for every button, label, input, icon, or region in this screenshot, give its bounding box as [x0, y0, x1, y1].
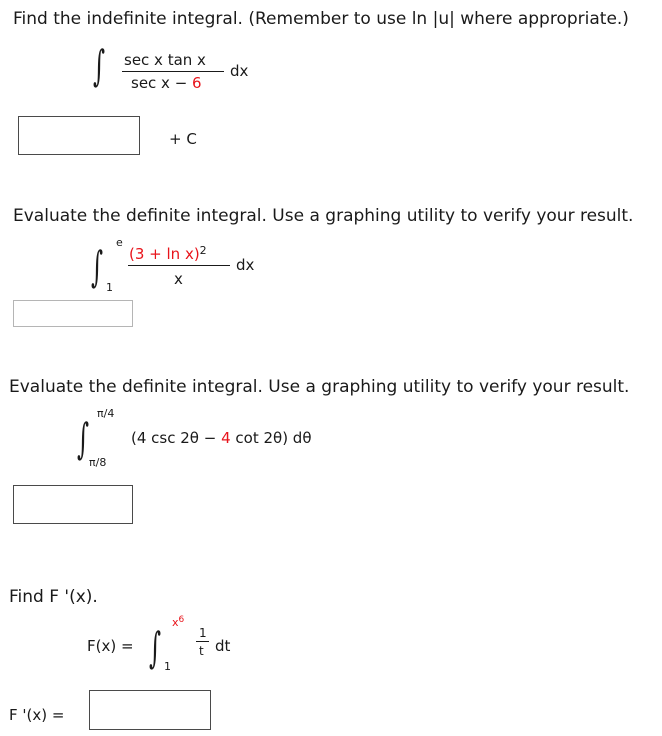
q3-coefficient: 4 [221, 429, 231, 447]
integral-sign: ∫ [91, 242, 104, 291]
q2-denominator: x [174, 270, 183, 288]
q3-upper-limit: π/4 [97, 407, 115, 420]
q4-differential: dt [215, 637, 231, 655]
q4-prompt: Find F '(x). [9, 587, 98, 607]
q2-answer-input[interactable] [13, 300, 133, 327]
q2-exponent: 2 [199, 244, 207, 257]
q4-upper-limit: $x^6$ [172, 615, 185, 629]
q3-answer-input[interactable] [13, 485, 133, 524]
q4-upper-exponent: 6 [178, 615, 185, 625]
q1-prompt: Find the indefinite integral. (Remember to use ln |u| where appropriate.) [13, 9, 629, 29]
q4-fraction-numerator: 1 [199, 626, 207, 640]
q2-differential: dx [236, 256, 255, 274]
integral-sign: ∫ [77, 414, 90, 463]
integral-sign: ∫ [149, 623, 162, 672]
integral-sign: ∫ [93, 41, 106, 90]
q4-answer-input[interactable] [89, 690, 211, 730]
q2-numerator: $(3 + \ln x)^2$ [129, 244, 207, 263]
q4-fraction-denominator: t [199, 644, 204, 658]
q4-fraction-bar [196, 641, 209, 642]
q1-differential: dx [230, 62, 249, 80]
q1-answer-input[interactable] [18, 116, 140, 155]
f-of-x-label: F(x) = [87, 637, 134, 655]
q2-upper-limit: e [116, 236, 123, 249]
q1-denominator: sec x − 6 [131, 74, 202, 92]
f-prime-label: F '(x) = [9, 706, 65, 724]
q3-integrand: (4 csc 2θ − 4 cot 2θ) dθ [131, 429, 312, 447]
q2-fraction-bar [128, 265, 230, 266]
constant-of-integration: + C [169, 130, 197, 148]
q2-lower-limit: 1 [106, 281, 113, 294]
q3-prompt: Evaluate the definite integral. Use a graphing utility to verify your result. [9, 377, 630, 397]
q4-lower-limit: 1 [164, 660, 171, 673]
q1-numerator: sec x tan x [124, 51, 206, 69]
q3-lower-limit: π/8 [89, 456, 107, 469]
q2-prompt: Evaluate the definite integral. Use a graphing utility to verify your result. [13, 206, 634, 226]
q1-fraction-bar [122, 71, 224, 72]
q1-denominator-constant: 6 [192, 74, 202, 92]
